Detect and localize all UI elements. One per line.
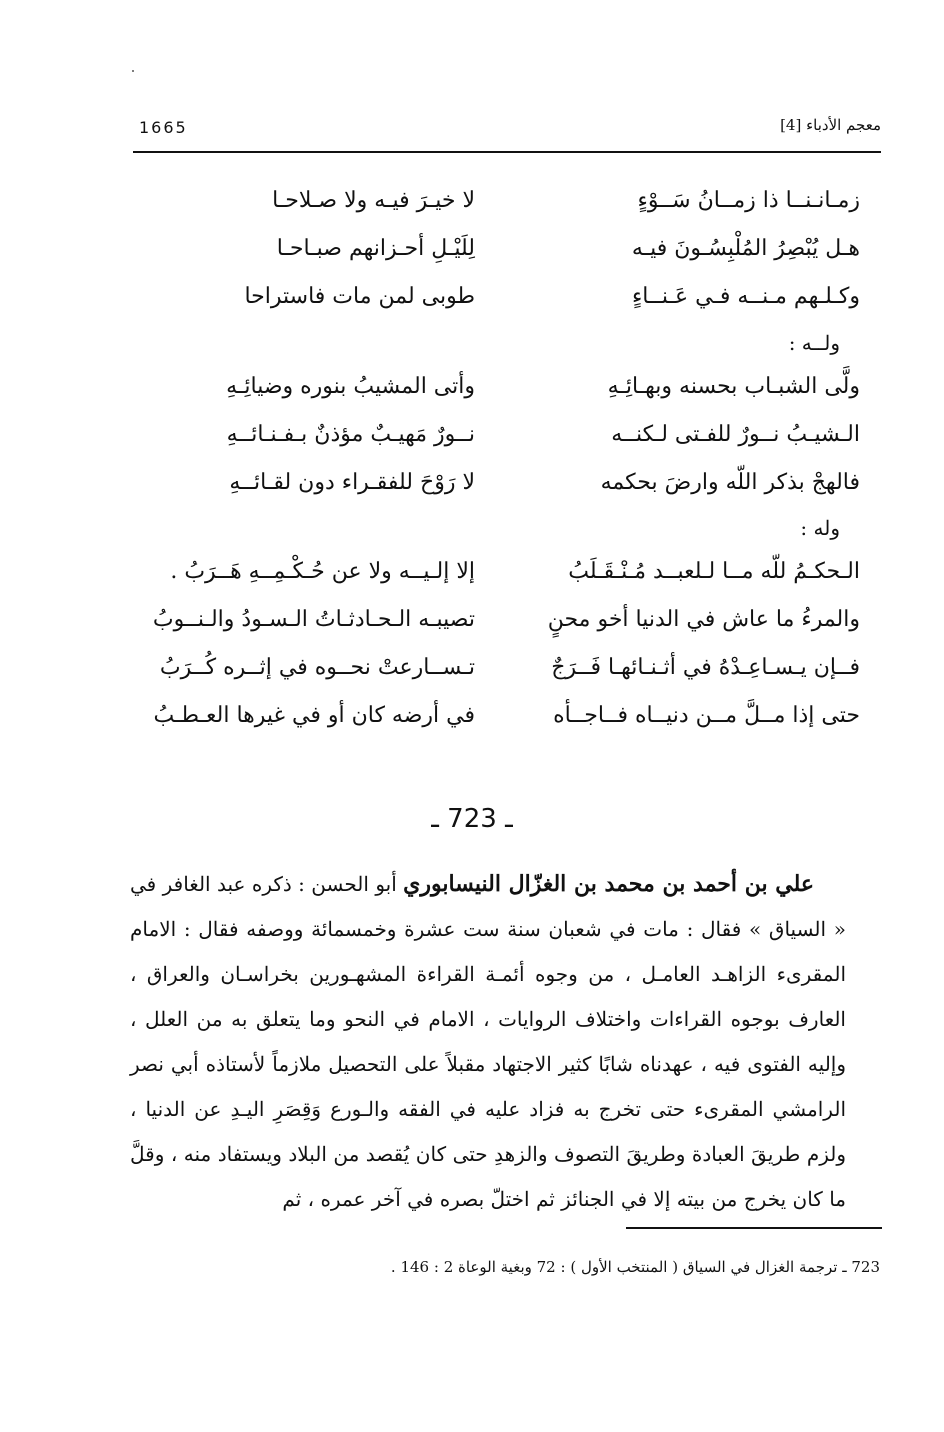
hemistich-first: حتى إذا مــلَّ مــن دنيــاه فــاجــأه [553,703,860,728]
hemistich-first: والمرءُ ما عاش في الدنيا أخو محنٍ [547,607,860,632]
scan-speck [132,70,134,72]
verse [120,548,860,596]
running-title: معجم الأدباء [4] [780,116,881,134]
header-rule [133,151,881,153]
poem-label: ولــه : [788,331,840,355]
hemistich-first: زمـانـنــا ذا زمــانُ سَــوْءٍ [637,188,860,213]
hemistich-second: لا خيـرَ فيـه ولا صـلاحـا [272,188,475,213]
footnote: 723 ـ ترجمة الغزال في السياق ( المنتخب الأول ) : 72 وبغية الوعاة 2 : 146 . [390,1258,880,1276]
verse [120,225,860,273]
biography-paragraph [130,862,846,1222]
hemistich-first: هـل يُبْصِرُ المُلْبِسُـونَ فيـه [631,236,860,261]
hemistich-second: وأتى المشيبُ بنوره وضيائِـهِ [226,374,475,399]
hemistich-first: الـشيـبُ نــورٌ للفـتى لـكنــه [611,422,860,447]
hemistich-first: الـحكـمُ للّه مــا لـلعبــد مُـنْـقَـلَبُ [568,559,860,584]
poem-2 [120,323,860,507]
hemistich-second: لِلَيْـلِ أحـزانهم صبـاحـا [276,236,475,261]
entry-number: ـ 723 ـ [431,804,513,834]
hemistich-second: لا رَوْحَ للفقـراء دون لقـائــهِ [229,470,475,495]
hemistich-second: إلا إلـيــه ولا عن حُـكْـمِــهِ هَــرَبُ . [170,559,475,584]
paragraph-indent [814,872,846,896]
hemistich-first: ولَّى الشبـاب بحسنه وبهـائِـهِ [607,374,860,399]
hemistich-first: فــإن يـسـاعِـدْهُ في أثـنـائهـا فَــرَجٌ [551,655,860,680]
verse [120,177,860,225]
poem-1 [120,177,860,321]
entry-name: علي بن أحمد بن محمد بن الغزّال النيسابوري [403,871,815,897]
page-number: 1665 [139,118,188,137]
poem-3 [120,508,860,740]
entry-body: أبو الحسن : ذكره عبد الغافر في « السياق » فقال : مات في شعبان سنة ست عشرة وخمسمائة ووصفه فقال : الامام المقرىء الزاهـد العامـل ، من وجوه أئمـة القراءة المشهـورين بخراسـان والعراق ، العارف بوجوه القراءات واختلاف الروايات ، الامام في النحو وما يتعلق به من العلل ، وإليه الفتوى فيه ، عهدناه شابًا كثير الاجتهاد مقبلاً على التحصيل ملازماً لأستاذه أبي نصر الرامشي المقرىء حتى تخرج به فزاد عليه في الفقه والـورع وَقِصَرِ اليـدِ عن الدنيا ، ولزم طريقَ العبادة وطريقَ التصوف والزهدِ حتى كان يُقصد من البلاد ويستفاد منه ، وقلَّ ما كان يخرج من بيته إلا في الجنائز ثم اختلّ بصره في آخر عمره ، ثم [130,872,846,1211]
verse [120,363,860,411]
hemistich-second: نــورٌ مَهيـبٌ مؤذنٌ بـفـنـائــهِ [226,422,475,447]
footnote-rule [626,1227,882,1229]
verse [120,273,860,321]
poem-label: وله : [800,516,840,540]
hemistich-second: في أرضه كان أو في غيرها العـطـبُ [153,703,475,728]
verse [120,459,860,507]
verse [120,596,860,644]
verse [120,644,860,692]
page-header [133,114,881,144]
verse [120,692,860,740]
hemistich-second: طوبى لمن مات فاستراحا [244,284,475,309]
hemistich-second: تـســارعتْ نحــوه في إثــره كُــرَبُ [159,655,475,680]
hemistich-first: وكـلـهم مـنــه فـي عَـنــاءٍ [631,284,860,309]
hemistich-first: فالهجْ بذكر اللّه وارضَ بحكمه [600,470,860,495]
verse [120,411,860,459]
hemistich-second: تصيبـه الـحـادثـاتُ الـسـودُ والـنــوبُ [152,607,475,632]
